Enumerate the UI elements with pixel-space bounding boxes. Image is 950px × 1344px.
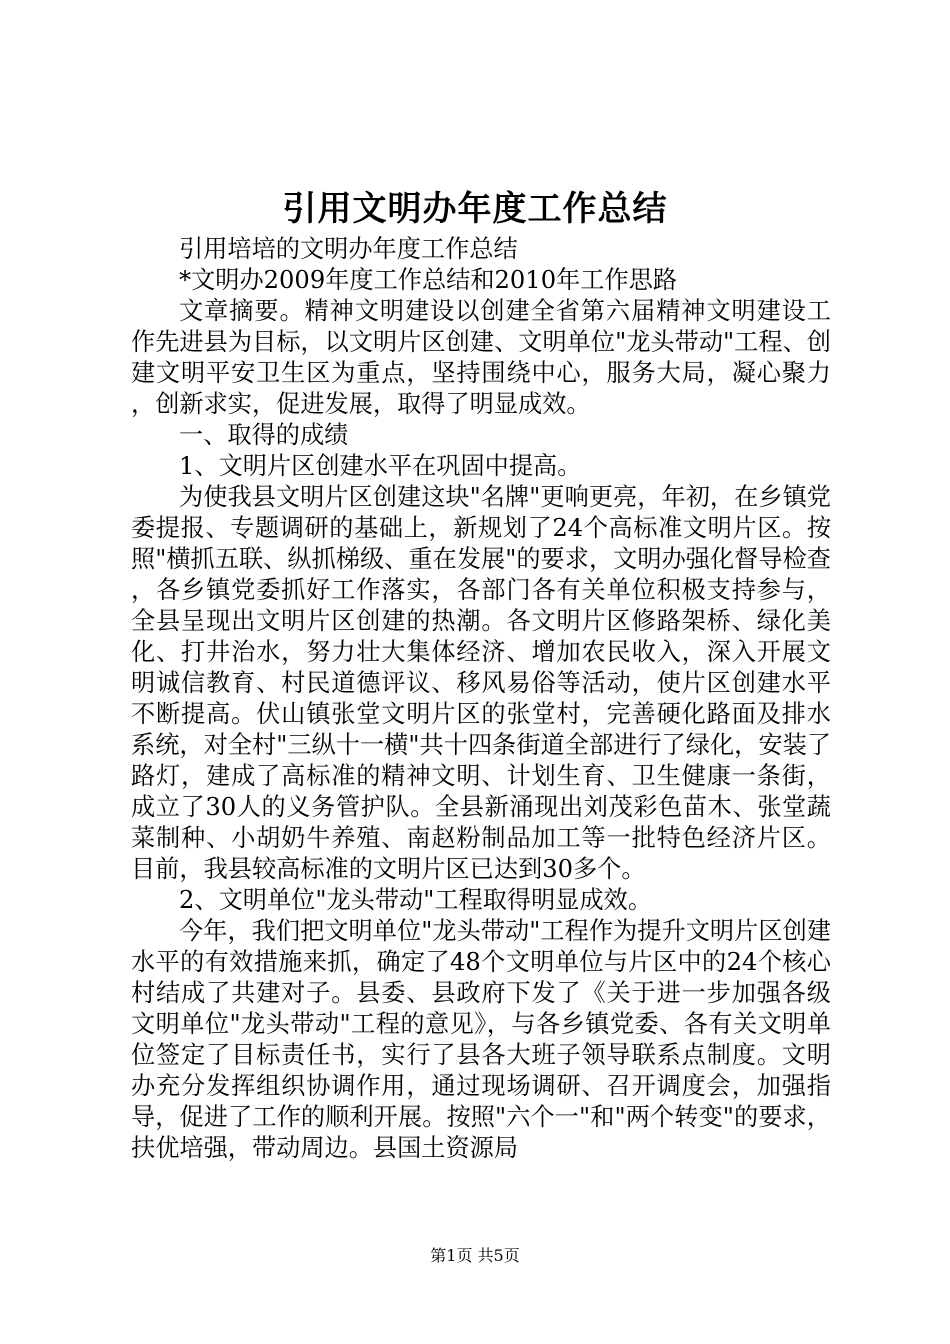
paragraph-abstract: 文章摘要。精神文明建设以创建全省第六届精神文明建设工作先进县为目标，以文明片区创建、文明单位"龙头带动"工程、创建文明平安卫生区为重点，坚持围绕中心，服务大局，凝心聚力，创新求实，促进发展，取得了明显成效。: [131, 297, 831, 418]
subsection-heading-2: 2、文明单位"龙头带动"工程取得明显成效。: [179, 886, 653, 914]
paragraph-body: 今年，我们把文明单位"龙头带动"工程作为提升文明片区创建水平的有效措施来抓，确定了48个文明单位与片区中的24个核心村结成了共建对子。县委、县政府下发了《关于进一步加强各级文明单位"龙头带动"工程的意见》，与各乡镇党委、各有关文明单位签定了目标责任书，实行了县各大班子领导联系点制度。文明办充分发挥组织协调作用，通过现场调研、召开调度会，加强指导，促进了工作的顺利开展。按照"六个一"和"两个转变"的要求，扶优培强，带动周边。县国土资源局: [131, 917, 831, 1162]
section-heading-achievements: 一、取得的成绩: [179, 421, 349, 449]
document-title: 引用文明办年度工作总结: [282, 189, 668, 229]
paragraph-body: 为使我县文明片区创建这块"名牌"更响更亮，年初，在乡镇党委提报、专题调研的基础上，新规划了24个高标准文明片区。按照"横抓五联、纵抓梯级、重在发展"的要求，文明办强化督导检查，各乡镇党委抓好工作落实，各部门各有关单位积极支持参与，全县呈现出文明片区创建的热潮。各文明片区修路架桥、绿化美化、打井治水，努力壮大集体经济、增加农民收入，深入开展文明诚信教育、村民道德评议、移风易俗等活动，使片区创建水平不断提高。伏山镇张堂文明片区的张堂村，完善硬化路面及排水系统，对全村"三纵十一横"共十四条街道全部进行了绿化，安装了路灯，建成了高标准的精神文明、计划生育、卫生健康一条街，成立了30人的义务管护队。全县新涌现出刘茂彩色苗木、张堂蔬菜制种、小胡奶牛养殖、南赵粉制品加工等一批特色经济片区。目前，我县较高标准的文明片区已达到30多个。: [131, 483, 831, 883]
paragraph-heading: *文明办2009年度工作总结和2010年工作思路: [179, 266, 678, 294]
document-body: [131, 234, 831, 1164]
paragraph-subtitle: 引用培培的文明办年度工作总结: [179, 235, 518, 263]
subsection-heading-1: 1、文明片区创建水平在巩固中提高。: [179, 452, 582, 480]
page-footer: 第1页 共5页: [430, 1246, 520, 1265]
